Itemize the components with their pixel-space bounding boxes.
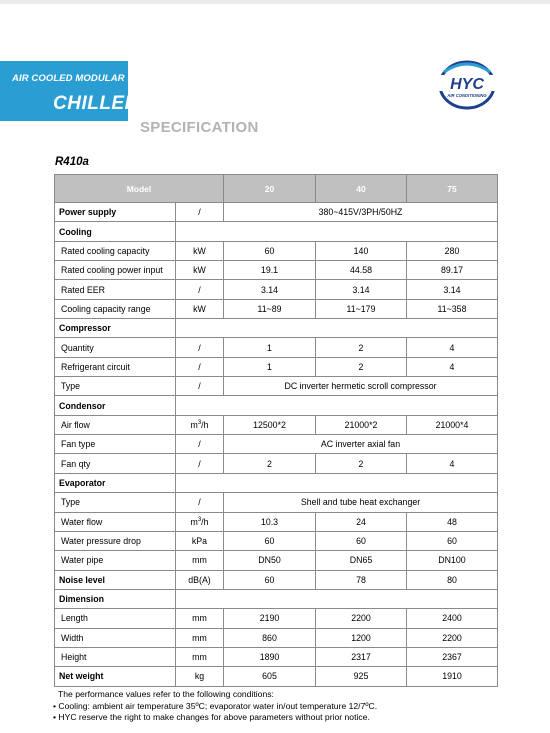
section-spacer bbox=[176, 473, 498, 492]
row-value: 1 bbox=[224, 357, 316, 376]
table-row bbox=[55, 493, 498, 512]
section-row bbox=[55, 396, 498, 415]
row-label: Power supply bbox=[55, 203, 176, 222]
footnote-intro: The performance values refer to the following conditions: bbox=[58, 689, 274, 699]
footnote-item: • Cooling: ambient air temperature 35ºC; evaporator water in/out temperature 12/7ºC. bbox=[53, 700, 378, 711]
footnote-item: • HYC reserve the right to make changes for above parameters without prior notice. bbox=[53, 712, 370, 722]
row-value: 605 bbox=[224, 667, 316, 686]
table-row bbox=[55, 454, 498, 473]
row-value: 1890 bbox=[224, 647, 316, 666]
table-row bbox=[55, 570, 498, 589]
row-value: 10.3 bbox=[224, 512, 316, 531]
row-unit: mm bbox=[176, 628, 224, 647]
table-row bbox=[55, 647, 498, 666]
row-value: 280 bbox=[407, 241, 498, 260]
row-label: Rated EER bbox=[55, 280, 176, 299]
row-label: Length bbox=[55, 609, 176, 628]
row-unit: dB(A) bbox=[176, 570, 224, 589]
section-spacer bbox=[176, 396, 498, 415]
row-value: 60 bbox=[224, 531, 316, 550]
hyc-logo bbox=[436, 58, 498, 110]
section-row bbox=[55, 473, 498, 492]
table-row bbox=[55, 203, 498, 222]
row-value: DC inverter hermetic scroll compressor bbox=[224, 377, 498, 396]
table-row bbox=[55, 628, 498, 647]
row-value: 80 bbox=[407, 570, 498, 589]
table-row bbox=[55, 512, 498, 531]
row-unit: / bbox=[176, 377, 224, 396]
row-value: 2 bbox=[224, 454, 316, 473]
row-value: 3.14 bbox=[224, 280, 316, 299]
table-row bbox=[55, 280, 498, 299]
row-value: 60 bbox=[407, 531, 498, 550]
row-value: 11~358 bbox=[407, 299, 498, 318]
row-unit: mm bbox=[176, 609, 224, 628]
row-value: DN65 bbox=[316, 551, 407, 570]
row-value: 11~179 bbox=[316, 299, 407, 318]
logo-subtext: AIR CONDITIONING bbox=[447, 93, 487, 98]
row-label: Water pipe bbox=[55, 551, 176, 570]
row-label: Fan type bbox=[55, 435, 176, 454]
row-value: 860 bbox=[224, 628, 316, 647]
row-unit: / bbox=[176, 493, 224, 512]
row-label: Rated cooling capacity bbox=[55, 241, 176, 260]
row-value: 2190 bbox=[224, 609, 316, 628]
row-label: Quantity bbox=[55, 338, 176, 357]
table-row bbox=[55, 609, 498, 628]
table-row bbox=[55, 261, 498, 280]
row-value: 140 bbox=[316, 241, 407, 260]
hyc-logo-icon bbox=[436, 58, 498, 110]
table-row bbox=[55, 377, 498, 396]
table-row bbox=[55, 435, 498, 454]
row-unit: / bbox=[176, 435, 224, 454]
row-value: 3.14 bbox=[407, 280, 498, 299]
section-label: Cooling bbox=[55, 222, 176, 241]
row-value: 2200 bbox=[407, 628, 498, 647]
row-value: 44.58 bbox=[316, 261, 407, 280]
row-unit: / bbox=[176, 454, 224, 473]
row-value: 1 bbox=[224, 338, 316, 357]
header-model: Model bbox=[55, 175, 224, 203]
row-label: Type bbox=[55, 377, 176, 396]
row-value: 1910 bbox=[407, 667, 498, 686]
row-value: 2400 bbox=[407, 609, 498, 628]
table-row bbox=[55, 551, 498, 570]
row-label: Type bbox=[55, 493, 176, 512]
row-unit: kPa bbox=[176, 531, 224, 550]
logo-text: HYC bbox=[450, 76, 484, 93]
footnotes bbox=[53, 689, 377, 724]
row-value: 1200 bbox=[316, 628, 407, 647]
table-row bbox=[55, 299, 498, 318]
row-unit: kW bbox=[176, 241, 224, 260]
row-label: Cooling capacity range bbox=[55, 299, 176, 318]
section-row bbox=[55, 319, 498, 338]
table-header-row bbox=[55, 175, 498, 203]
row-unit: / bbox=[176, 280, 224, 299]
row-unit: $m^3/h$ bbox=[176, 415, 224, 434]
row-unit: kW bbox=[176, 261, 224, 280]
row-value: 19.1 bbox=[224, 261, 316, 280]
row-unit: / bbox=[176, 203, 224, 222]
row-value: 21000*2 bbox=[316, 415, 407, 434]
table-row bbox=[55, 667, 498, 686]
section-spacer bbox=[176, 589, 498, 608]
row-value: 60 bbox=[224, 570, 316, 589]
row-value: 21000*4 bbox=[407, 415, 498, 434]
row-label: Width bbox=[55, 628, 176, 647]
row-label: Water pressure drop bbox=[55, 531, 176, 550]
row-value: 3.14 bbox=[316, 280, 407, 299]
row-value: 2317 bbox=[316, 647, 407, 666]
row-value: 4 bbox=[407, 454, 498, 473]
table-row bbox=[55, 338, 498, 357]
section-row bbox=[55, 222, 498, 241]
row-value: 2 bbox=[316, 357, 407, 376]
row-value: 4 bbox=[407, 338, 498, 357]
row-value: 4 bbox=[407, 357, 498, 376]
row-unit: mm bbox=[176, 551, 224, 570]
row-value: 12500*2 bbox=[224, 415, 316, 434]
section-spacer bbox=[176, 222, 498, 241]
header-model-1: 20 bbox=[224, 175, 316, 203]
section-label: Dimension bbox=[55, 589, 176, 608]
row-value: 60 bbox=[316, 531, 407, 550]
row-value: 89.17 bbox=[407, 261, 498, 280]
row-unit: kW bbox=[176, 299, 224, 318]
row-value: 2 bbox=[316, 338, 407, 357]
header-model-3: 75 bbox=[407, 175, 498, 203]
banner-line1: AIR COOLED MODULAR bbox=[12, 73, 125, 84]
row-value: 48 bbox=[407, 512, 498, 531]
row-value: 2367 bbox=[407, 647, 498, 666]
row-unit: / bbox=[176, 338, 224, 357]
row-unit: / bbox=[176, 357, 224, 376]
row-value: 925 bbox=[316, 667, 407, 686]
row-label: Noise level bbox=[55, 570, 176, 589]
section-title: SPECIFICATION bbox=[140, 119, 259, 136]
row-label: Refrigerant circuit bbox=[55, 357, 176, 376]
row-value: 78 bbox=[316, 570, 407, 589]
row-value: DN100 bbox=[407, 551, 498, 570]
row-value: Shell and tube heat exchanger bbox=[224, 493, 498, 512]
row-value: AC inverter axial fan bbox=[224, 435, 498, 454]
row-value: 2200 bbox=[316, 609, 407, 628]
specification-table bbox=[54, 174, 498, 687]
table-row bbox=[55, 531, 498, 550]
table-row bbox=[55, 241, 498, 260]
banner-line2: CHILLER bbox=[53, 93, 139, 114]
refrigerant-label: R410a bbox=[55, 156, 89, 168]
row-label: Water flow bbox=[55, 512, 176, 531]
row-label: Air flow bbox=[55, 415, 176, 434]
row-value: 380~415V/3PH/50HZ bbox=[224, 203, 498, 222]
row-value: 24 bbox=[316, 512, 407, 531]
product-banner bbox=[0, 61, 139, 121]
section-label: Condensor bbox=[55, 396, 176, 415]
row-unit: kg bbox=[176, 667, 224, 686]
row-label: Net weight bbox=[55, 667, 176, 686]
table-row bbox=[55, 357, 498, 376]
top-divider bbox=[0, 0, 550, 4]
row-value: 2 bbox=[316, 454, 407, 473]
row-label: Height bbox=[55, 647, 176, 666]
row-label: Rated cooling power input bbox=[55, 261, 176, 280]
section-spacer bbox=[176, 319, 498, 338]
row-unit: mm bbox=[176, 647, 224, 666]
row-value: 11~89 bbox=[224, 299, 316, 318]
row-unit: $m^3/h$ bbox=[176, 512, 224, 531]
table-row bbox=[55, 415, 498, 434]
row-value: 60 bbox=[224, 241, 316, 260]
row-value: DN50 bbox=[224, 551, 316, 570]
section-label: Compressor bbox=[55, 319, 176, 338]
row-label: Fan qty bbox=[55, 454, 176, 473]
section-label: Evaporator bbox=[55, 473, 176, 492]
header-model-2: 40 bbox=[316, 175, 407, 203]
section-row bbox=[55, 589, 498, 608]
